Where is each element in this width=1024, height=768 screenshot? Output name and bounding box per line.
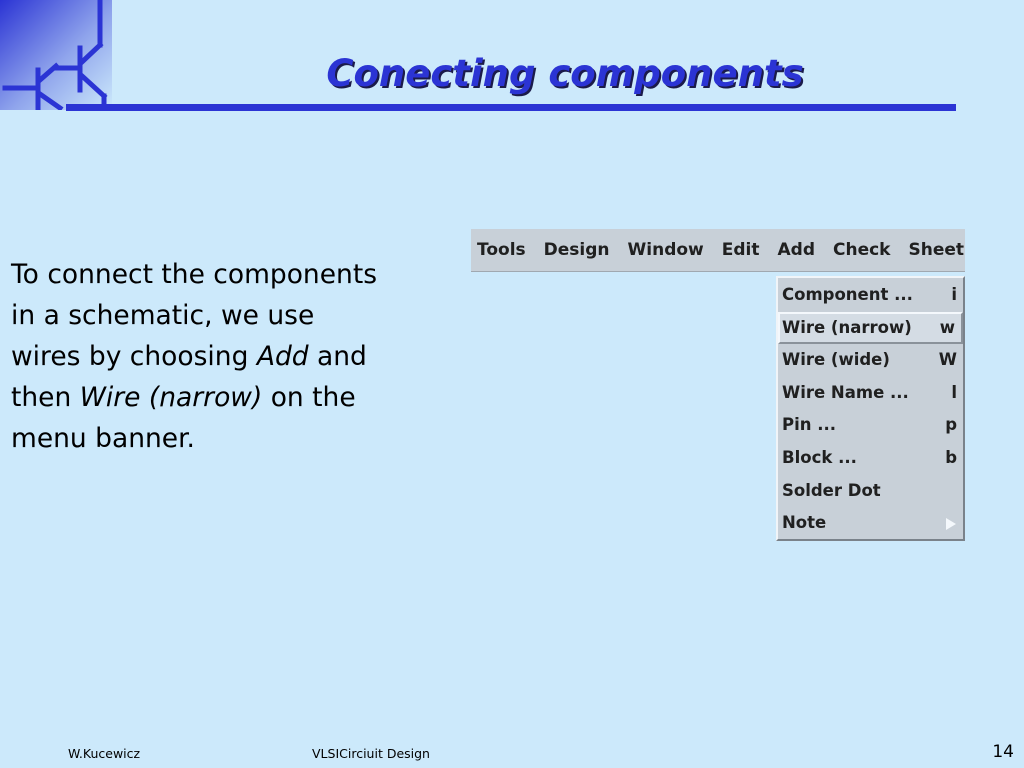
footer-course: VLSICirciuit Design (312, 746, 430, 761)
menu-sheet[interactable]: Sheet (908, 240, 965, 260)
slide-number: 14 (992, 742, 1014, 762)
menu-item-component[interactable] (778, 279, 963, 312)
menu-window[interactable]: Window (627, 240, 704, 260)
menu-tools[interactable]: Tools (477, 240, 526, 260)
menu-item-label: Wire (wide) (782, 350, 890, 370)
title-underline (66, 104, 956, 111)
body-text-span: on the (262, 382, 356, 413)
menu-item-label: Wire (narrow) (782, 317, 912, 337)
menu-add[interactable]: Add (777, 240, 815, 260)
shortcut-key: W (938, 350, 957, 370)
menu-check[interactable]: Check (833, 240, 891, 260)
body-line (11, 377, 461, 418)
shortcut-key: b (945, 447, 957, 467)
slide-title: Conecting components (326, 52, 804, 95)
menu-item-wire-wide[interactable] (778, 344, 963, 377)
menu-item-block[interactable] (778, 442, 963, 475)
menu-item-label: Wire Name ... (782, 382, 909, 402)
shortcut-key: i (951, 285, 957, 304)
footer-author: W.Kucewicz (68, 746, 141, 761)
body-text-span: wires by choosing (11, 341, 257, 372)
body-emphasis-wire: Wire (narrow) (79, 382, 263, 413)
slide-body-text (11, 254, 461, 459)
menu-item-label: Solder Dot (782, 480, 881, 500)
body-text-span: and (308, 341, 367, 372)
menu-edit[interactable]: Edit (721, 240, 760, 260)
menu-item-wire-narrow[interactable] (778, 312, 963, 345)
body-line: menu banner. (11, 423, 195, 454)
menu-item-pin[interactable] (778, 409, 963, 442)
shortcut-key: w (939, 317, 955, 337)
menu-item-label: Component ... (782, 285, 913, 304)
add-dropdown-menu (776, 276, 965, 541)
submenu-arrow-icon (946, 518, 956, 530)
menu-item-label: Pin ... (782, 415, 837, 435)
menu-bar (471, 229, 965, 272)
body-emphasis-add: Add (256, 341, 309, 372)
menu-item-note[interactable] (778, 507, 963, 540)
menu-design[interactable]: Design (543, 240, 610, 260)
body-line: in a schematic, we use (11, 300, 315, 331)
menu-item-label: Note (782, 513, 827, 533)
shortcut-key: l (951, 382, 957, 402)
body-line: To connect the components (11, 259, 378, 290)
body-line (11, 336, 461, 377)
menu-item-solder-dot[interactable] (778, 475, 963, 508)
menu-item-wire-name[interactable] (778, 377, 963, 410)
shortcut-key: p (945, 415, 957, 435)
menu-item-label: Block ... (782, 447, 857, 467)
transistor-logo-icon (0, 0, 112, 110)
body-text-span: then (11, 382, 80, 413)
